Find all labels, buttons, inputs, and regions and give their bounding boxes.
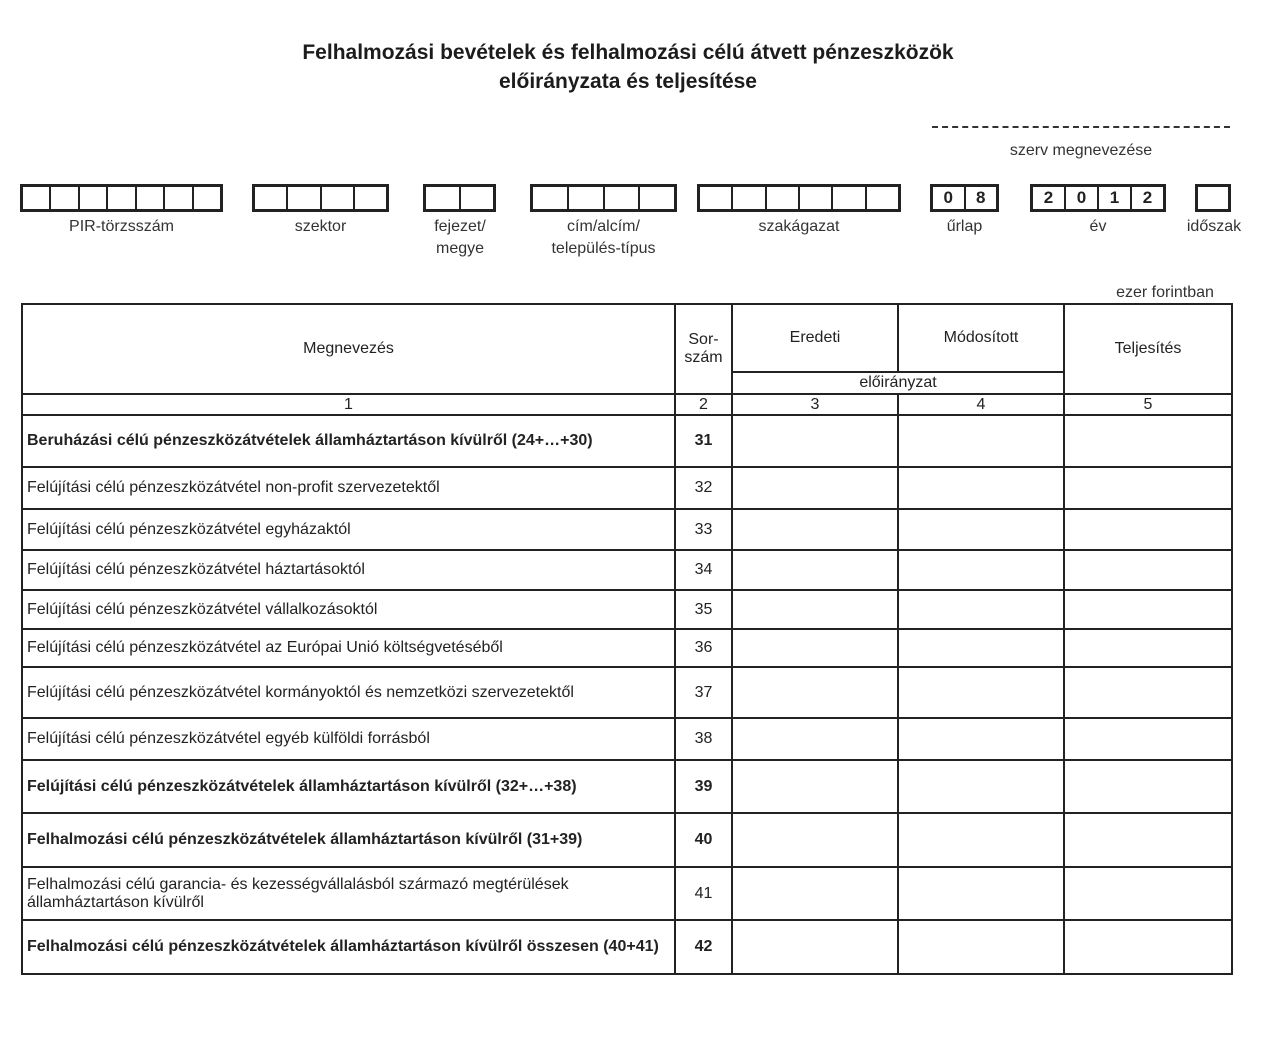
pir-code-cell[interactable]: [106, 187, 134, 209]
cell-eredeti[interactable]: [732, 718, 898, 760]
row-name: Felhalmozási célú garancia- és kezességvállalásból származó megtérülések államháztartáson kívülről: [22, 867, 675, 920]
cell-modositott[interactable]: [898, 415, 1064, 467]
cell-eredeti[interactable]: [732, 550, 898, 590]
pir-label: PIR-törzsszám: [69, 218, 174, 235]
form-title: [0, 38, 1256, 96]
header-eredeti: Eredeti: [732, 304, 898, 372]
szakagazat-code-box[interactable]: [697, 184, 901, 212]
cell-modositott[interactable]: [898, 629, 1064, 667]
cell-teljesites[interactable]: [1064, 629, 1232, 667]
header-sorszam: [675, 304, 732, 394]
row-name: Felújítási célú pénzeszközátvétel non-profit szervezetektől: [22, 467, 675, 509]
fejezet-code-cell[interactable]: [459, 187, 494, 209]
cell-modositott[interactable]: [898, 920, 1064, 974]
cim-code-cell[interactable]: [533, 187, 567, 209]
fejezet-code-cell[interactable]: [426, 187, 459, 209]
cell-teljesites[interactable]: [1064, 920, 1232, 974]
row-number: 41: [675, 867, 732, 920]
row-number: 33: [675, 509, 732, 550]
row-name: Felhalmozási célú pénzeszközátvételek államháztartáson kívülről (31+39): [22, 813, 675, 867]
szerv-input-line[interactable]: [932, 126, 1230, 128]
fejezet-label: [410, 216, 510, 260]
szakagazat-label: szakágazat: [758, 218, 840, 235]
row-number: 32: [675, 467, 732, 509]
szakagazat-code-cell[interactable]: [831, 187, 864, 209]
cell-eredeti[interactable]: [732, 467, 898, 509]
row-name: Felújítási célú pénzeszközátvétel háztartásoktól: [22, 550, 675, 590]
row-number: 35: [675, 590, 732, 629]
table-row: [22, 590, 1232, 629]
cell-teljesites[interactable]: [1064, 813, 1232, 867]
row-name: Beruházási célú pénzeszközátvételek államháztartáson kívülről (24+…+30): [22, 415, 675, 467]
table-row: [22, 813, 1232, 867]
title-line-1: Felhalmozási bevételek és felhalmozási célú átvett pénzeszközök: [302, 41, 954, 64]
urlap-code-cell[interactable]: 0: [943, 188, 953, 207]
ev-code-cell[interactable]: 1: [1097, 187, 1130, 209]
ev-code-cell[interactable]: 2: [1130, 187, 1163, 209]
cell-eredeti[interactable]: [732, 760, 898, 813]
table-row: [22, 415, 1232, 467]
cell-eredeti[interactable]: [732, 813, 898, 867]
row-number: 34: [675, 550, 732, 590]
pir-code-cell[interactable]: [23, 187, 49, 209]
table-row: [22, 667, 1232, 718]
pir-code-cell[interactable]: [163, 187, 191, 209]
table-row: [22, 629, 1232, 667]
table-row: [22, 718, 1232, 760]
idoszak-code-cell[interactable]: [1198, 187, 1228, 209]
szektor-code-cell[interactable]: [255, 187, 286, 209]
szektor-label: szektor: [294, 218, 347, 235]
row-number: 40: [675, 813, 732, 867]
data-table: [21, 303, 1233, 975]
row-number: 39: [675, 760, 732, 813]
cell-eredeti[interactable]: [732, 920, 898, 974]
cell-eredeti[interactable]: [732, 629, 898, 667]
pir-code-cell[interactable]: [192, 187, 220, 209]
cell-eredeti[interactable]: [732, 415, 898, 467]
row-name: Felújítási célú pénzeszközátvétel egyéb külföldi forrásból: [22, 718, 675, 760]
pir-code-cell[interactable]: [78, 187, 106, 209]
table-row: [22, 920, 1232, 974]
cim-label-line-1: cím/alcím/: [567, 218, 640, 235]
row-number: 42: [675, 920, 732, 974]
ev-label: év: [1089, 218, 1107, 235]
table-row: [22, 509, 1232, 550]
cell-eredeti[interactable]: [732, 867, 898, 920]
header-sorszam-line-1: Sor-: [688, 331, 719, 348]
column-number: 3: [732, 394, 898, 415]
header-megnevezes: Megnevezés: [22, 304, 675, 394]
cell-modositott[interactable]: [898, 509, 1064, 550]
table-row: [22, 550, 1232, 590]
cell-eredeti[interactable]: [732, 667, 898, 718]
szerv-label: szerv megnevezése: [1009, 142, 1153, 159]
row-name: Felújítási célú pénzeszközátvétel kormányoktól és nemzetközi szervezetektől: [22, 667, 675, 718]
fejezet-code-box[interactable]: [423, 184, 496, 212]
table-row: [22, 467, 1232, 509]
cell-modositott[interactable]: [898, 667, 1064, 718]
cell-teljesites[interactable]: [1064, 550, 1232, 590]
row-number: 36: [675, 629, 732, 667]
table-row: [22, 867, 1232, 920]
cell-modositott[interactable]: [898, 467, 1064, 509]
szakagazat-code-cell[interactable]: [865, 187, 898, 209]
title-line-2: előirányzata és teljesítése: [499, 70, 757, 93]
header-modositott: Módosított: [898, 304, 1064, 372]
table-body: [22, 415, 1232, 974]
fejezet-label-line-1: fejezet/: [434, 218, 486, 235]
szektor-code-cell[interactable]: [320, 187, 353, 209]
header-eloiranyzat: előirányzat: [732, 372, 1064, 394]
szakagazat-code-cell[interactable]: [700, 187, 731, 209]
cell-modositott[interactable]: [898, 590, 1064, 629]
urlap-label: űrlap: [946, 218, 983, 235]
pir-code-box[interactable]: [20, 184, 223, 212]
szakagazat-code-cell[interactable]: [765, 187, 798, 209]
unit-label: ezer forintban: [1116, 284, 1214, 301]
szakagazat-code-cell[interactable]: [731, 187, 764, 209]
cell-eredeti[interactable]: [732, 509, 898, 550]
cell-modositott[interactable]: [898, 867, 1064, 920]
cell-modositott[interactable]: [898, 760, 1064, 813]
table-row: [22, 760, 1232, 813]
cim-code-cell[interactable]: [638, 187, 674, 209]
row-number: 31: [675, 415, 732, 467]
fejezet-label-line-2: megye: [435, 240, 485, 257]
urlap-code-box[interactable]: [930, 184, 999, 212]
row-name: Felhalmozási célú pénzeszközátvételek államháztartáson kívülről összesen (40+41): [22, 920, 675, 974]
szakagazat-code-cell[interactable]: [798, 187, 831, 209]
idoszak-code-box[interactable]: [1195, 184, 1231, 212]
ev-code-cell[interactable]: 0: [1064, 187, 1097, 209]
ev-code-cell[interactable]: 2: [1043, 188, 1054, 207]
column-number: 5: [1064, 394, 1232, 415]
cell-eredeti[interactable]: [732, 590, 898, 629]
cell-modositott[interactable]: [898, 813, 1064, 867]
szektor-code-cell[interactable]: [353, 187, 386, 209]
cim-label: [520, 216, 687, 260]
cim-label-line-2: település-típus: [551, 240, 656, 257]
szektor-code-cell[interactable]: [286, 187, 319, 209]
urlap-code-cell[interactable]: 8: [964, 187, 997, 209]
pir-code-cell[interactable]: [135, 187, 163, 209]
cell-teljesites[interactable]: [1064, 467, 1232, 509]
cell-teljesites[interactable]: [1064, 415, 1232, 467]
row-name: Felújítási célú pénzeszközátvétel egyházaktól: [22, 509, 675, 550]
row-name: Felújítási célú pénzeszközátvétel az Európai Unió költségvetéséből: [22, 629, 675, 667]
row-name: Felújítási célú pénzeszközátvételek államháztartáson kívülről (32+…+38): [22, 760, 675, 813]
header-teljesites: Teljesítés: [1064, 304, 1232, 394]
cell-teljesites[interactable]: [1064, 590, 1232, 629]
pir-code-cell[interactable]: [49, 187, 77, 209]
row-name: Felújítási célú pénzeszközátvétel vállalkozásoktól: [22, 590, 675, 629]
row-number: 37: [675, 667, 732, 718]
ev-code-box[interactable]: [1030, 184, 1166, 212]
cell-modositott[interactable]: [898, 550, 1064, 590]
idoszak-label: időszak: [1186, 218, 1242, 235]
cim-code-cell[interactable]: [567, 187, 603, 209]
cell-teljesites[interactable]: [1064, 509, 1232, 550]
cell-modositott[interactable]: [898, 718, 1064, 760]
column-number: 4: [898, 394, 1064, 415]
cell-teljesites[interactable]: [1064, 760, 1232, 813]
cell-teljesites[interactable]: [1064, 667, 1232, 718]
row-number: 38: [675, 718, 732, 760]
cell-teljesites[interactable]: [1064, 867, 1232, 920]
column-number: 2: [675, 394, 732, 415]
szektor-code-box[interactable]: [252, 184, 389, 212]
cim-code-cell[interactable]: [603, 187, 639, 209]
header-sorszam-line-2: szám: [684, 349, 723, 366]
cell-teljesites[interactable]: [1064, 718, 1232, 760]
cim-code-box[interactable]: [530, 184, 677, 212]
column-number: 1: [22, 394, 675, 415]
